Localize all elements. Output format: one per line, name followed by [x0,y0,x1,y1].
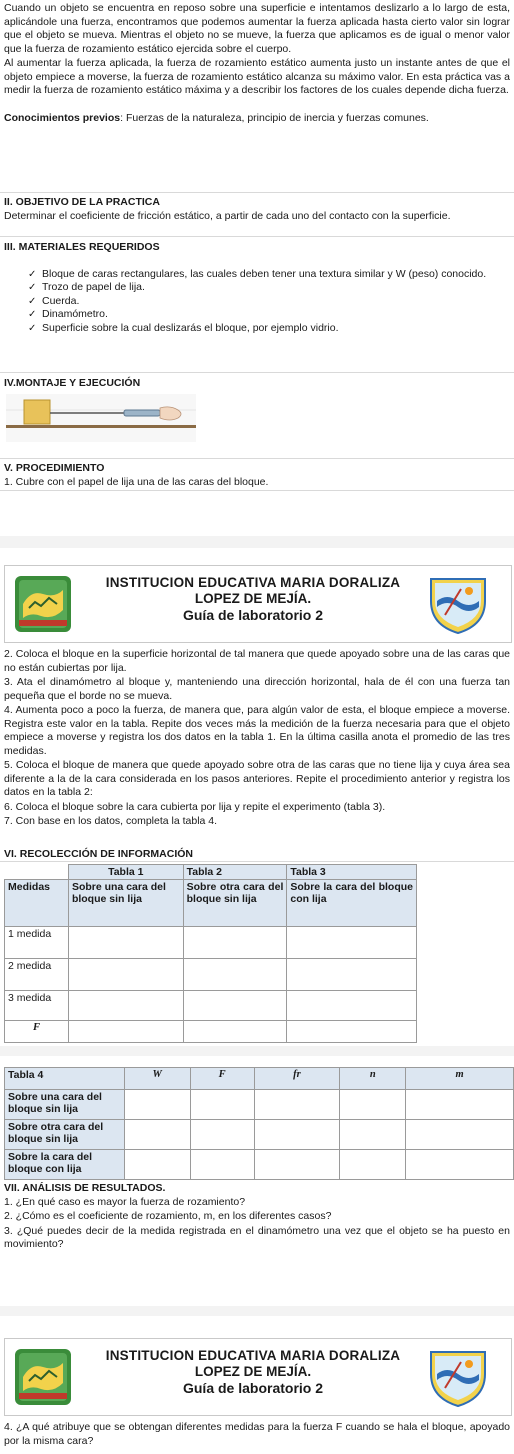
divider [0,458,514,459]
column-header: Sobre la cara del bloque con lija [287,880,417,927]
guide-title: Guía de laboratorio 2 [182,607,324,623]
dynamometer-shape [124,410,160,416]
column-header: Medidas [5,880,69,927]
page-break [0,1046,514,1056]
setup-heading: IV.MONTAJE Y EJECUCIÓN [4,377,141,389]
procedure-step: 5. Coloca el bloque de manera que quede apoyado sobre otra de las caras que no tiene lija y cuya área sea diferente a la de la cara considerada en los pasos anteriores. Repite el procedimiento anterior y registra los datos en la tabla 2: [4,759,510,798]
summary-header-coefficient: m [406,1068,514,1090]
table-cell [68,927,183,959]
objective-text: Determinar el coeficiente de fricción estático, a partir de cada uno del contacto con la superficie. [4,209,451,222]
table-cell [68,1021,183,1043]
materials-section [4,241,510,335]
summary-header-force: F [190,1068,254,1090]
material-item: ✓ Dinamómetro. [4,308,510,322]
material-item: ✓ Bloque de caras rectangulares, las cuales deben tener una textura similar y W (peso) conocido. [4,268,510,282]
column-header: Sobre una cara del bloque sin lija [68,880,183,927]
row-label: 2 medida [5,959,69,991]
setup-section [4,377,510,391]
table-cell [254,1090,340,1120]
prior-knowledge-text: : Fuerzas de la naturaleza, principio de inercia y fuerzas comunes. [120,111,429,124]
intro-paragraph-1: Cuando un objeto se encuentra en reposo sobre una superficie e intentamos deslizarlo a lo largo de esta, aplicándole una fuerza, encontramos que podemos aumentar la fuerza aplicada hasta cierto valor sin lograr que el objeto se mueva. Mientras el objeto no se mueve, la fuerza que aplicamos es de igual o menor valor que la fuerza de rozamiento estático ejercida sobre el cuerpo. [4,2,510,55]
school-name-line-2: LOPEZ DE MEJÍA. [194,1364,312,1379]
page-break [0,1306,514,1316]
table-2-label: Tabla 2 [183,865,287,880]
materials-heading: III. MATERIALES REQUERIDOS [4,241,160,253]
data-collection-heading: VI. RECOLECCIÓN DE INFORMACIÓN [4,848,194,860]
analysis-question: 2. ¿Cómo es el coeficiente de rozamiento, m, en los diferentes casos? [4,1210,332,1222]
procedure-step: 4. Aumenta poco a poco la fuerza, de manera que, para algún valor de esta, el bloque empiece a moverse. Registra este valor en la tabla. Repite dos veces más la medición de la fuerza necesaria para que el objeto empiece a moverse y registra los dos datos en la tabla 1. En la última casilla anota el promedio de las tres medidas. [4,704,510,757]
summary-table [4,1067,514,1180]
summary-row-label: Sobre una cara del bloque sin lija [5,1090,125,1120]
material-item: ✓ Trozo de papel de lija. [4,281,510,295]
divider [0,861,514,862]
procedure-heading: V. PROCEDIMIENTO [4,462,105,474]
table-cell [287,991,417,1021]
column-header: Sobre otra cara del bloque sin lija [183,880,287,927]
school-shield-logo [13,574,73,634]
table-cell [406,1120,514,1150]
procedure-step: 7. Con base en los datos, completa la tabla 4. [4,815,218,827]
table-cell [406,1150,514,1180]
table-cell [183,959,287,991]
analysis-heading: VII. ANÁLISIS DE RESULTADOS. [4,1182,166,1194]
summary-header-weight: W [124,1068,190,1090]
table-corner [5,865,69,880]
table-cell [183,991,287,1021]
table-cell [190,1090,254,1120]
procedure-step: 6. Coloca el bloque sobre la cara cubierta por lija y repite el experimento (tabla 3). [4,800,386,813]
data-collection-section [4,848,510,862]
school-name-line-1: INSTITUCION EDUCATIVA MARIA DORALIZA [105,575,401,590]
table-cell [340,1090,406,1120]
table-cell [183,927,287,959]
analysis-section [4,1182,510,1253]
material-item: ✓ Cuerda. [4,295,510,309]
school-header [4,1338,512,1416]
summary-row-label: Sobre otra cara del bloque sin lija [5,1120,125,1150]
prior-knowledge-label: Conocimientos previos [4,111,121,124]
table-cell [190,1120,254,1150]
table-cell [124,1120,190,1150]
row-label: 1 medida [5,927,69,959]
objective-section [4,196,510,224]
summary-header-normal: n [340,1068,406,1090]
table-cell [190,1150,254,1180]
objective-heading: II. OBJETIVO DE LA PRACTICA [4,196,160,208]
school-shield-logo [13,1347,73,1407]
page-break [0,536,514,548]
steps-section [4,648,510,830]
intro-section [4,2,510,126]
table-cell [406,1090,514,1120]
measurements-table [4,864,417,1043]
setup-illustration [6,394,196,442]
intro-paragraph-2: Al aumentar la fuerza aplicada, la fuerza de rozamiento estático aumenta justo un instante antes de que el objeto empiece a moverse, la fuerza de rozamiento estático alcanza su máximo valor. En esta práctica vas a medir la fuerza de rozamiento estático máxima y a describir los factores de los cuales depende dicha fuerza. [4,57,510,96]
prior-knowledge [4,112,510,126]
materials-list [4,268,510,336]
procedure-step-1: 1. Cubre con el papel de lija una de las caras del bloque. [4,475,269,488]
table-cell [340,1150,406,1180]
row-label: 3 medida [5,991,69,1021]
divider [0,490,514,491]
procedure-section [4,462,510,490]
procedure-step: 3. Ata el dinamómetro al bloque y, manteniendo una dirección horizontal, hala de él con una fuerza tan pequeña que el borde no se mueva. [4,676,510,702]
table-cell [287,1021,417,1043]
table-cell [254,1150,340,1180]
divider [0,192,514,193]
analysis-question-4: 4. ¿A qué atribuye que se obtengan diferentes medidas para la fuerza F cuando se hala el bloque, apoyado por la misma cara? [4,1421,510,1447]
table-cell [287,927,417,959]
procedure-step: 2. Coloca el bloque en la superficie horizontal de tal manera que quede apoyado sobre una de las caras que no están cubiertas por lija. [4,648,510,674]
material-item: ✓ Superficie sobre la cual deslizarás el bloque, por ejemplo vidrio. [4,322,510,336]
summary-row-label: Sobre la cara del bloque con lija [5,1150,125,1180]
table-cell [68,959,183,991]
summary-header-friction: fr [254,1068,340,1090]
divider [0,236,514,237]
table-cell [287,959,417,991]
guide-title: Guía de laboratorio 2 [182,1380,324,1396]
school-name-line-1: INSTITUCION EDUCATIVA MARIA DORALIZA [105,1348,401,1363]
divider [0,372,514,373]
summary-header-title: Tabla 4 [5,1068,125,1090]
block-shape [24,400,50,424]
table-cell [254,1120,340,1150]
school-name-line-2: LOPEZ DE MEJÍA. [194,591,312,606]
table-cell [340,1120,406,1150]
table-3-label: Tabla 3 [287,865,417,880]
school-header [4,565,512,643]
final-question-section [4,1421,510,1449]
table-1-label: Tabla 1 [68,865,183,880]
table-cell [68,991,183,1021]
table-cell [124,1090,190,1120]
analysis-question: 3. ¿Qué puedes decir de la medida registrada en el dinamómetro una vez que el objeto se ha puesto en movimiento? [4,1224,510,1250]
school-crest-logo [425,571,491,637]
analysis-question: 1. ¿En qué caso es mayor la fuerza de rozamiento? [4,1195,246,1208]
row-label-force: F [5,1021,69,1043]
table-cell [183,1021,287,1043]
school-crest-logo [425,1344,491,1410]
table-cell [124,1150,190,1180]
surface-shape [6,425,196,428]
